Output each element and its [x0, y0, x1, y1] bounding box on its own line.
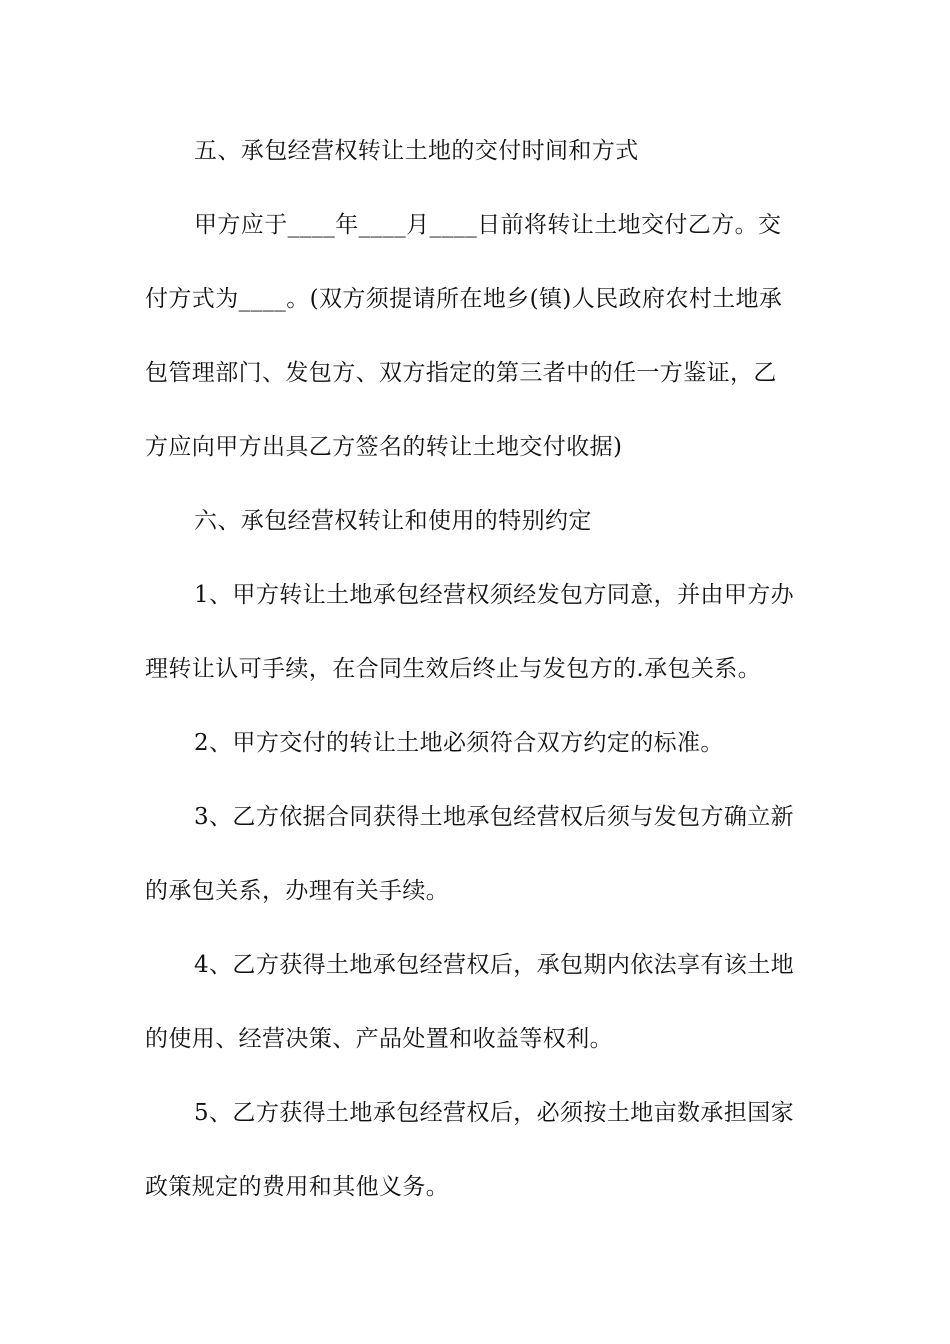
paragraph-line: 2、甲方交付的转让土地必须符合双方约定的标准。 — [194, 730, 724, 756]
paragraph-line: 包管理部门、发包方、双方指定的第三者中的任一方鉴证，乙 — [145, 360, 777, 386]
section-heading-5: 五、承包经营权转让土地的交付时间和方式 — [194, 138, 639, 164]
paragraph-line: 付方式为____。(双方须提请所在地乡(镇)人民政府农村土地承 — [145, 286, 783, 312]
paragraph-line: 甲方应于____年____月____日前将转让土地交付乙方。交 — [194, 212, 782, 238]
paragraph-line: 的承包关系，办理有关手续。 — [145, 878, 450, 904]
paragraph-line: 4、乙方获得土地承包经营权后，承包期内依法享有该土地 — [194, 952, 795, 978]
paragraph-line: 政策规定的费用和其他义务。 — [145, 1174, 450, 1200]
paragraph-line: 的使用、经营决策、产品处置和收益等权利。 — [145, 1026, 613, 1052]
paragraph-line: 理转让认可手续，在合同生效后终止与发包方的.承包关系。 — [145, 656, 762, 682]
paragraph-line: 方应向甲方出具乙方签名的转让土地交付收据) — [145, 434, 623, 460]
section-heading-6: 六、承包经营权转让和使用的特别约定 — [194, 508, 592, 534]
paragraph-line: 1、甲方转让土地承包经营权须经发包方同意，并由甲方办 — [194, 582, 795, 608]
paragraph-line: 3、乙方依据合同获得土地承包经营权后须与发包方确立新 — [194, 804, 795, 830]
paragraph-line: 5、乙方获得土地承包经营权后，必须按土地亩数承担国家 — [194, 1100, 795, 1126]
